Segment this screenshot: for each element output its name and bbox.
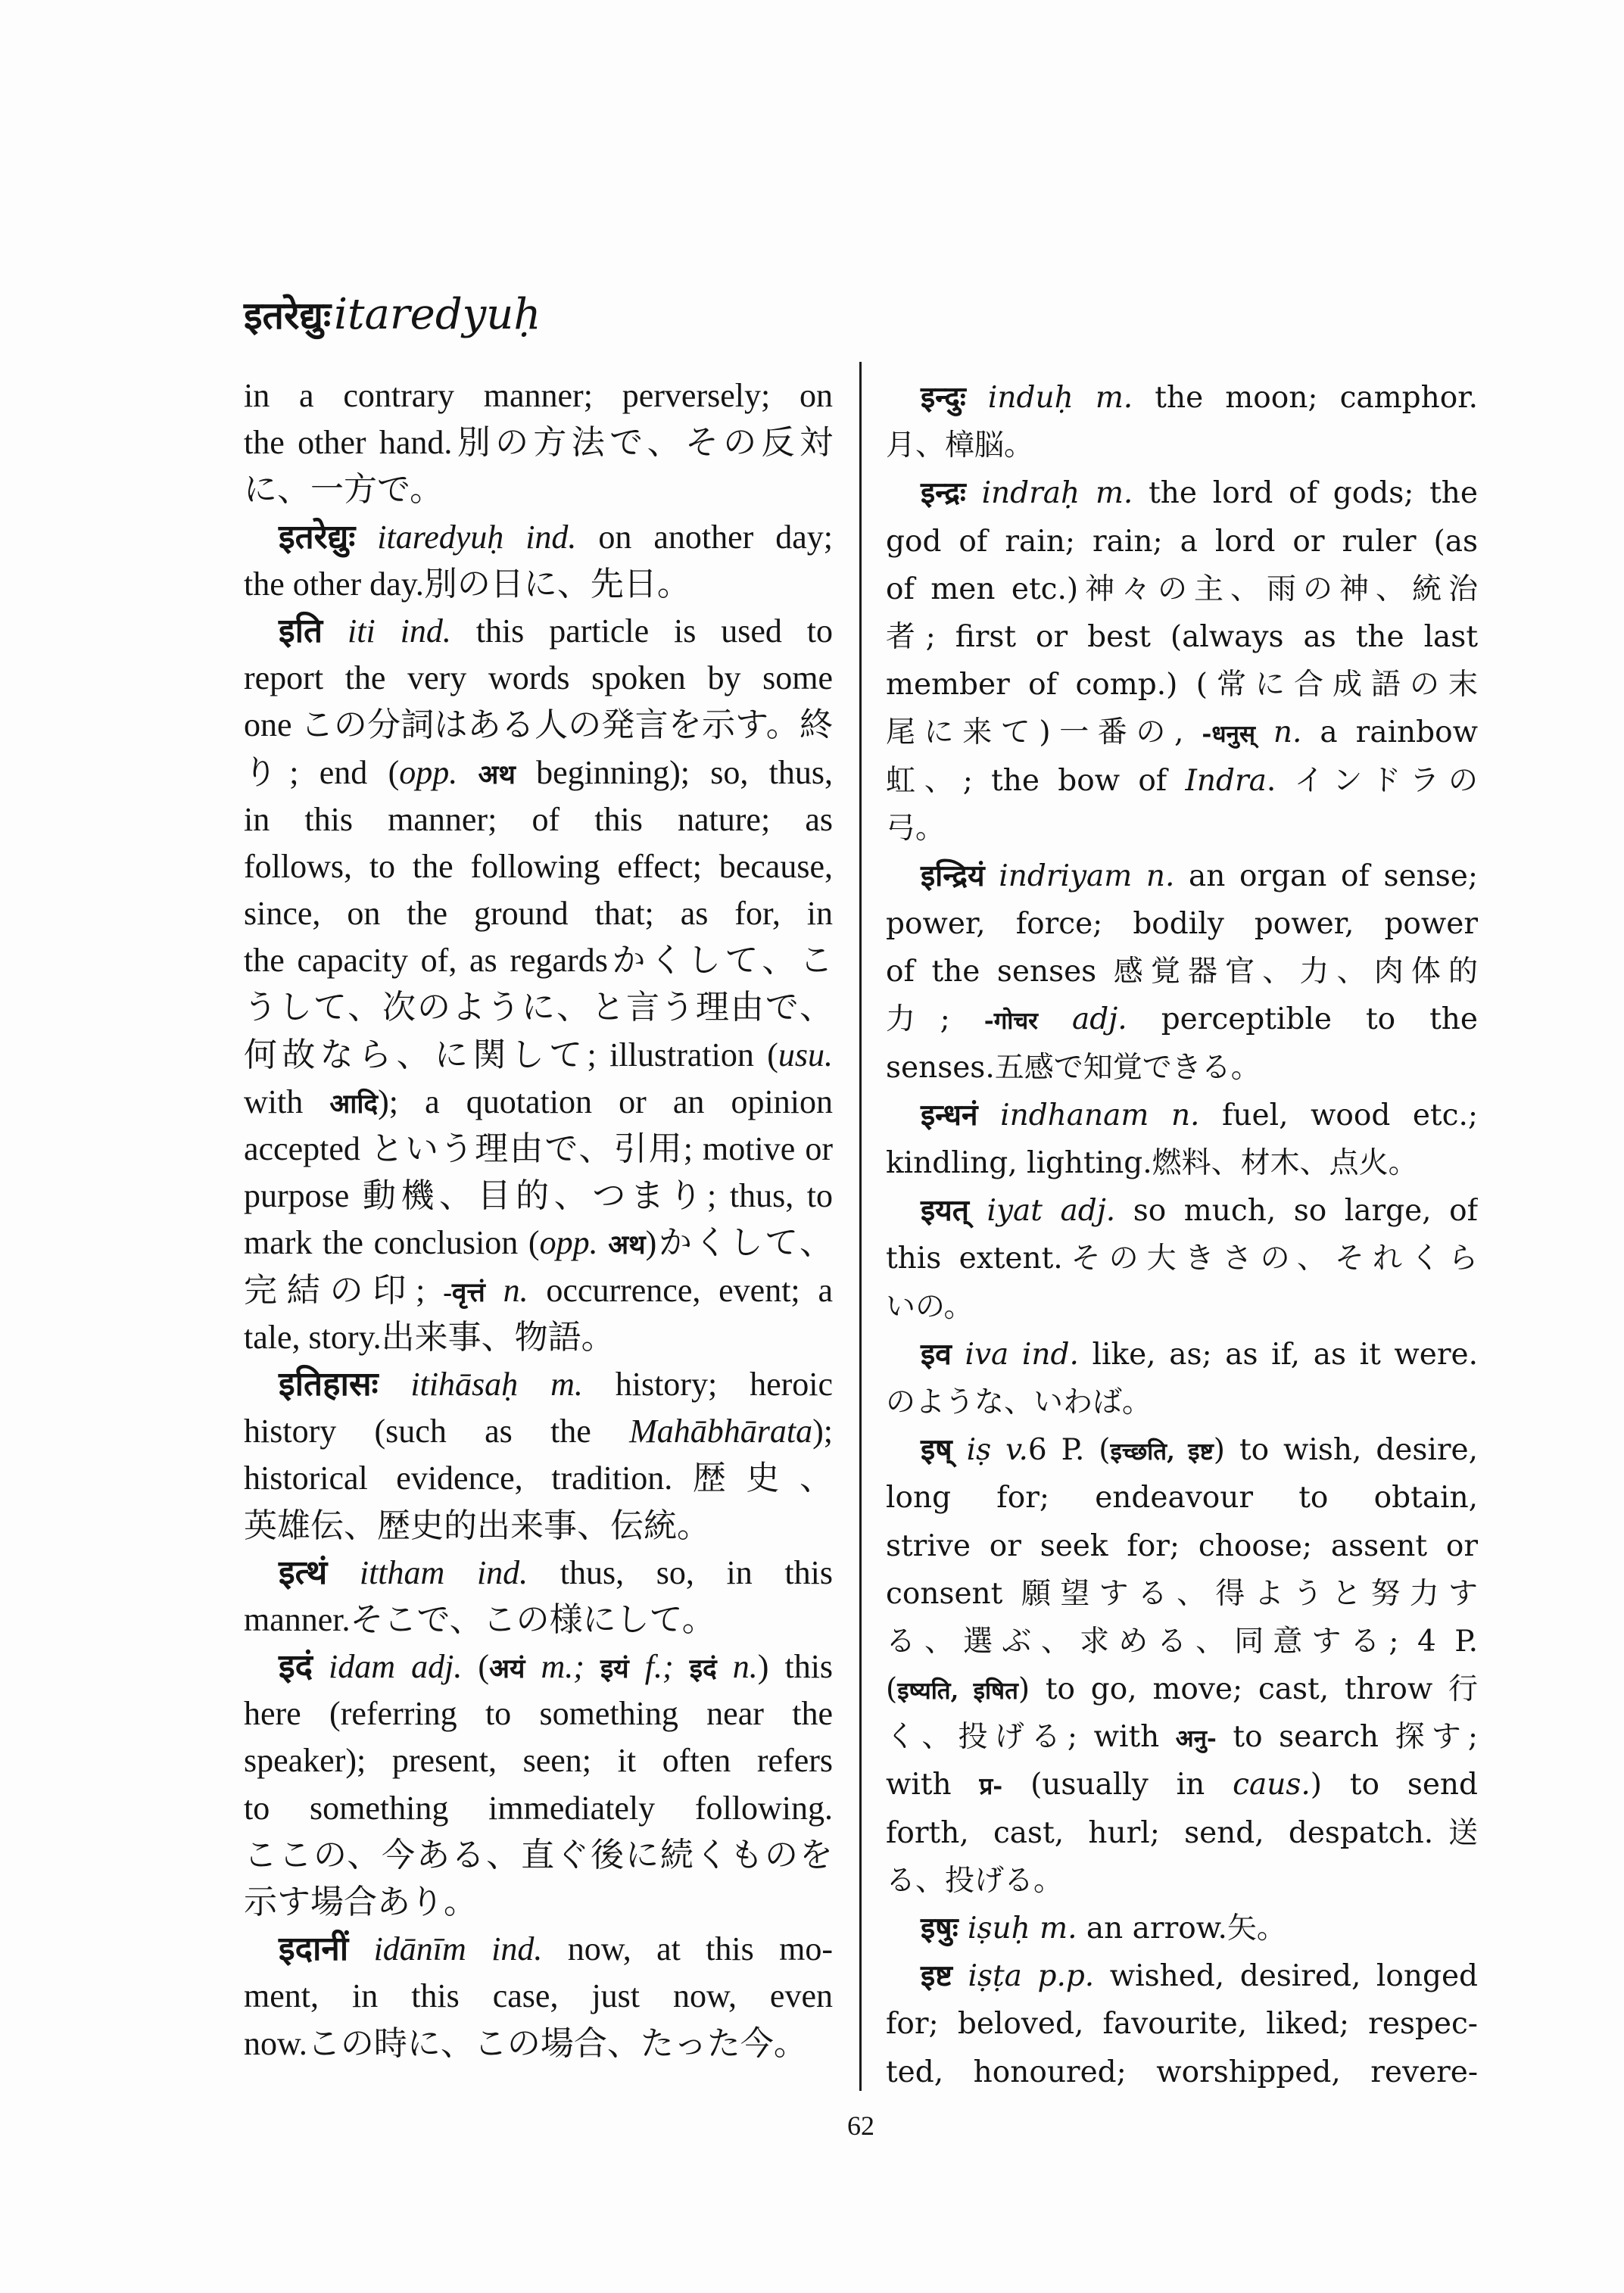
text-run bbox=[969, 1194, 987, 1228]
text-run: the other hand.別の方法で、その反対 bbox=[244, 424, 833, 462]
text-run: ( bbox=[462, 1648, 490, 1686]
text-run: the lord of gods; the bbox=[1133, 476, 1478, 511]
text-run: so much, so large, of bbox=[1115, 1194, 1478, 1229]
entry-line bbox=[886, 1665, 1478, 1713]
text-run: the capacity of, as regardsかくして、こ bbox=[244, 942, 833, 980]
text-run bbox=[978, 1098, 1001, 1132]
running-head-devanagari: इतरेद्युः bbox=[244, 294, 332, 337]
grammar-label: Mahābhārata bbox=[629, 1413, 813, 1450]
entry-line bbox=[244, 2020, 833, 2067]
text-run bbox=[1043, 1194, 1061, 1228]
column-divider bbox=[859, 362, 862, 2091]
entry-line bbox=[244, 890, 833, 937]
transliteration: idam bbox=[329, 1648, 396, 1686]
text-run: this particle is used to bbox=[450, 612, 833, 650]
entry-first-line bbox=[886, 469, 1478, 517]
text-run: 尾に来て)一番の, bbox=[886, 715, 1202, 750]
text-run bbox=[717, 1648, 733, 1685]
entry-first-line bbox=[244, 1643, 833, 1690]
text-run: like, as; as if, as it were. bbox=[1078, 1337, 1478, 1372]
entry-line bbox=[886, 757, 1478, 805]
devanagari-text: इदं bbox=[689, 1654, 717, 1684]
devanagari-text: अनु- bbox=[1175, 1725, 1217, 1753]
transliteration: idānīm bbox=[373, 1930, 466, 1968]
grammar-label: m. bbox=[550, 1365, 583, 1403]
text-run: ここの、今ある、直ぐ後に続くものを bbox=[244, 1836, 833, 1874]
entry-line bbox=[244, 1973, 833, 2020]
text-run: the other day.別の日に、先日。 bbox=[244, 565, 690, 603]
grammar-label: n. bbox=[1170, 1098, 1200, 1132]
entry-line bbox=[886, 1618, 1478, 1665]
text-run: のような、いわば。 bbox=[886, 1385, 1152, 1419]
text-run: ) this bbox=[757, 1648, 833, 1686]
entry-line bbox=[244, 1032, 833, 1079]
headword: इषुः bbox=[921, 1911, 959, 1946]
text-run: いの。 bbox=[886, 1289, 974, 1324]
entry-first-line bbox=[886, 1187, 1478, 1235]
devanagari-text: इयं bbox=[600, 1654, 629, 1684]
entry-first-line bbox=[886, 1092, 1478, 1139]
text-run bbox=[376, 612, 401, 650]
text-run: occurrence, event; a bbox=[528, 1271, 833, 1309]
text-run: since, on the ground that; as for, in bbox=[244, 895, 833, 933]
text-run bbox=[1030, 1911, 1040, 1946]
text-run bbox=[503, 519, 525, 556]
headword: इदं bbox=[279, 1648, 313, 1686]
text-run: る、選ぶ、求める、同意する; 4 P. bbox=[886, 1624, 1478, 1659]
entry-line bbox=[886, 709, 1478, 756]
text-run bbox=[952, 1433, 967, 1467]
text-run: with bbox=[886, 1768, 980, 1802]
grammar-label: ind. bbox=[476, 1553, 528, 1591]
text-run: ) to send bbox=[1310, 1768, 1478, 1802]
text-run: a rainbow bbox=[1301, 715, 1478, 750]
devanagari-text: इच्छति, इष्ट bbox=[1110, 1438, 1214, 1466]
entry-line bbox=[244, 843, 833, 890]
left-column bbox=[244, 372, 833, 2067]
text-run: kindling, lighting.燃料、材木、点火。 bbox=[886, 1146, 1418, 1180]
grammar-label: ind. bbox=[491, 1930, 543, 1968]
transliteration: induḥ bbox=[987, 381, 1074, 415]
grammar-label: ind. bbox=[1021, 1337, 1079, 1372]
entry-line bbox=[886, 1139, 1478, 1187]
text-run: ) to go, move; cast, throw 行 bbox=[1018, 1672, 1478, 1707]
text-run: 英雄伝、歴史的出来事、伝統。 bbox=[244, 1506, 710, 1544]
text-run bbox=[959, 1911, 968, 1946]
devanagari-text: प्र- bbox=[979, 1773, 1003, 1801]
text-run: follows, to the following effect; because, bbox=[244, 847, 833, 885]
text-run bbox=[313, 1648, 329, 1685]
headword: इन्द्रः bbox=[921, 475, 966, 511]
text-run: うして、次のように、と言う理由で、 bbox=[244, 989, 833, 1027]
entry-line bbox=[886, 2048, 1478, 2096]
entry-first-line bbox=[244, 514, 833, 561]
text-run: 力; bbox=[886, 1002, 984, 1037]
text-run bbox=[1008, 1338, 1022, 1372]
text-run: this extent.その大きさの、それくら bbox=[886, 1242, 1478, 1276]
transliteration: indhanam bbox=[1000, 1098, 1149, 1132]
text-run bbox=[348, 1930, 373, 1967]
entry-first-line bbox=[886, 1952, 1478, 2000]
text-run bbox=[525, 1648, 541, 1685]
text-run bbox=[966, 476, 982, 510]
text-run: mark the conclusion ( bbox=[244, 1224, 540, 1262]
transliteration: iṣ bbox=[966, 1433, 992, 1468]
entry-line bbox=[244, 1079, 833, 1126]
text-run: 6 P. ( bbox=[1027, 1433, 1111, 1468]
text-run bbox=[457, 754, 478, 791]
grammar-label: ind. bbox=[400, 612, 451, 650]
text-run: 示す場合あり。 bbox=[244, 1883, 477, 1921]
text-run bbox=[952, 1338, 965, 1372]
text-run: ); bbox=[812, 1413, 833, 1450]
text-run bbox=[1022, 1959, 1038, 1993]
entry-line bbox=[886, 518, 1478, 565]
entry-line bbox=[244, 372, 833, 419]
text-run: in a contrary manner; perversely; on bbox=[244, 377, 833, 414]
text-run bbox=[444, 1554, 477, 1591]
entry-line bbox=[244, 1126, 833, 1173]
headword: इतरेद्युः bbox=[279, 518, 356, 556]
transliteration: iti bbox=[348, 612, 376, 650]
grammar-label: n. bbox=[732, 1648, 758, 1686]
text-run: る、投げる。 bbox=[886, 1863, 1064, 1898]
text-run bbox=[327, 1554, 360, 1591]
text-run bbox=[323, 612, 348, 650]
entry-line bbox=[886, 948, 1478, 995]
headword: इति bbox=[279, 612, 323, 650]
text-run: an arrow.矢。 bbox=[1077, 1911, 1286, 1946]
entry-line bbox=[886, 1713, 1478, 1761]
entry-first-line bbox=[244, 1361, 833, 1408]
headword: इन्दुः bbox=[921, 380, 966, 415]
text-run: )かくして、 bbox=[645, 1224, 833, 1262]
text-run: に、一方で。 bbox=[244, 471, 444, 509]
text-run: 弓。 bbox=[886, 811, 946, 846]
entry-line bbox=[244, 1455, 833, 1502]
text-run: purpose 動機、目的、つまり; thus, to bbox=[244, 1177, 833, 1215]
entry-line bbox=[886, 1570, 1478, 1618]
text-run: speaker); present, seen; it often refers bbox=[244, 1742, 833, 1780]
text-run: beginning); so, thus, bbox=[515, 753, 833, 791]
entry-line bbox=[244, 796, 833, 843]
entry-line bbox=[244, 1737, 833, 1784]
text-run: ); a quotation or an opinion bbox=[378, 1083, 833, 1120]
right-column bbox=[886, 374, 1478, 2096]
entry-first-line bbox=[244, 1926, 833, 1973]
entry-line bbox=[244, 749, 833, 796]
transliteration: ittham bbox=[359, 1553, 445, 1591]
text-run: 何故なら、に関して; illustration ( bbox=[244, 1036, 778, 1073]
text-run: (usually in bbox=[1002, 1768, 1233, 1802]
grammar-label: adj. bbox=[1071, 1002, 1127, 1037]
running-head-transliteration: itaredyuḥ bbox=[334, 290, 541, 339]
text-run: ) to wish, desire, bbox=[1213, 1433, 1478, 1468]
text-run: ted, honoured; worshipped, revere- bbox=[886, 2055, 1478, 2089]
text-run: of the senses 感覚器官、力、肉体的 bbox=[886, 955, 1478, 989]
text-run: with bbox=[244, 1083, 330, 1120]
entry-line bbox=[886, 1235, 1478, 1282]
headword: इन्धनं bbox=[921, 1097, 978, 1132]
entry-line bbox=[886, 805, 1478, 852]
text-run: on another day; bbox=[576, 518, 833, 556]
text-run bbox=[485, 1272, 503, 1309]
entry-line bbox=[244, 466, 833, 513]
grammar-label: n. bbox=[1273, 715, 1302, 750]
transliteration: iyat bbox=[987, 1194, 1043, 1229]
entry-line bbox=[244, 984, 833, 1031]
entry-line bbox=[244, 702, 833, 749]
grammar-label: m.; bbox=[541, 1648, 584, 1686]
page-number: 62 bbox=[847, 2111, 874, 2141]
grammar-label: opp. bbox=[399, 753, 458, 791]
text-run: history (such as the bbox=[244, 1413, 630, 1450]
entry-first-line bbox=[244, 1550, 833, 1597]
transliteration: iva bbox=[965, 1337, 1009, 1372]
text-run bbox=[1080, 476, 1096, 510]
entry-first-line bbox=[244, 608, 833, 655]
headword: इन्द्रियं bbox=[921, 858, 985, 893]
text-run: fuel, wood etc.; bbox=[1199, 1098, 1478, 1132]
grammar-label: ind. bbox=[525, 518, 577, 556]
devanagari-text: इष्यति, इषित bbox=[897, 1678, 1018, 1706]
text-run: long for; endeavour to obtain, bbox=[886, 1481, 1478, 1516]
entry-first-line bbox=[886, 1331, 1478, 1379]
text-run bbox=[985, 859, 999, 893]
entry-line bbox=[244, 1314, 833, 1361]
grammar-label: adj. bbox=[1060, 1194, 1116, 1229]
text-run: historical evidence, tradition.歴史、 bbox=[244, 1460, 833, 1497]
text-run: thus, so, in this bbox=[528, 1553, 833, 1591]
grammar-label: p.p. bbox=[1037, 1959, 1095, 1994]
transliteration: itihāsaḥ bbox=[410, 1365, 519, 1403]
entry-line bbox=[244, 1408, 833, 1455]
entry-line bbox=[886, 1857, 1478, 1905]
entry-line bbox=[886, 1474, 1478, 1522]
headword: इव bbox=[921, 1336, 952, 1372]
grammar-label: n. bbox=[503, 1271, 528, 1309]
text-run bbox=[598, 1224, 609, 1261]
transliteration: iṣṭa bbox=[968, 1959, 1022, 1994]
grammar-label: usu. bbox=[778, 1036, 833, 1073]
headword: इष् bbox=[921, 1432, 952, 1468]
headword: इत्थं bbox=[279, 1553, 328, 1591]
entry-line bbox=[886, 1522, 1478, 1570]
text-run: power, force; bodily power, power bbox=[886, 907, 1478, 942]
text-run: member of comp.) (常に合成語の末 bbox=[886, 668, 1478, 703]
text-run: 完結の印; bbox=[244, 1271, 444, 1309]
entry-line bbox=[886, 613, 1478, 661]
text-run bbox=[378, 1366, 410, 1403]
text-run bbox=[466, 1930, 491, 1967]
entry-line bbox=[244, 1220, 833, 1266]
text-run: く、投げる; with bbox=[886, 1720, 1176, 1755]
headword: इदानीं bbox=[279, 1930, 349, 1968]
text-run: accepted という理由で、引用; motive or bbox=[244, 1130, 833, 1167]
text-run: 虹、; the bow of bbox=[886, 763, 1186, 798]
text-run: here (referring to something near the bbox=[244, 1695, 833, 1733]
text-run bbox=[674, 1648, 690, 1685]
text-run bbox=[952, 1959, 968, 1993]
entry-line bbox=[886, 1379, 1478, 1426]
grammar-label: m. bbox=[1095, 381, 1133, 415]
text-run: to search 探す; bbox=[1216, 1720, 1478, 1755]
text-run bbox=[355, 519, 377, 556]
text-run bbox=[991, 1433, 1005, 1467]
text-run: ( bbox=[886, 1672, 898, 1707]
entry-line bbox=[886, 1044, 1478, 1092]
entry-first-line bbox=[886, 852, 1478, 900]
devanagari-text: अयं bbox=[489, 1654, 525, 1684]
text-run: senses.五感で知覚できる。 bbox=[886, 1050, 1261, 1085]
text-run: wished, desired, longed bbox=[1094, 1959, 1478, 1994]
entry-line bbox=[244, 655, 833, 702]
entry-line bbox=[244, 1690, 833, 1737]
text-run: for; beloved, favourite, liked; respec- bbox=[886, 2007, 1478, 2042]
grammar-label: caus. bbox=[1233, 1768, 1311, 1802]
entry-line bbox=[886, 1761, 1478, 1809]
transliteration: indraḥ bbox=[981, 476, 1080, 511]
text-run bbox=[1074, 381, 1096, 415]
text-run bbox=[395, 1648, 411, 1685]
grammar-label: adj. bbox=[411, 1648, 463, 1686]
text-run: forth, cast, hurl; send, despatch.送 bbox=[886, 1815, 1478, 1850]
text-run: 者; first or best (always as the last bbox=[886, 619, 1478, 654]
entry-line bbox=[244, 1597, 833, 1643]
text-run: strive or seek for; choose; assent or bbox=[886, 1528, 1478, 1563]
text-run bbox=[584, 1648, 600, 1685]
entry-line bbox=[244, 1173, 833, 1220]
transliteration: indriyam bbox=[999, 858, 1133, 893]
entry-line bbox=[886, 2000, 1478, 2048]
devanagari-text: अथ bbox=[608, 1230, 646, 1260]
entry-line bbox=[886, 1809, 1478, 1857]
text-run bbox=[1149, 1098, 1171, 1132]
entry-line bbox=[886, 565, 1478, 613]
devanagari-text: अथ bbox=[478, 759, 516, 790]
entry-first-line bbox=[886, 1905, 1478, 1952]
text-run: the moon; camphor. bbox=[1133, 381, 1478, 415]
text-run: り; end ( bbox=[244, 753, 400, 791]
grammar-label: v. bbox=[1005, 1433, 1028, 1468]
entry-line bbox=[244, 1785, 833, 1832]
grammar-label: opp. bbox=[539, 1224, 598, 1262]
entry-line bbox=[244, 937, 833, 984]
entry-line bbox=[244, 1832, 833, 1879]
entry-line bbox=[244, 1503, 833, 1550]
devanagari-text: -गोचर bbox=[983, 1008, 1038, 1036]
text-run bbox=[518, 1366, 550, 1403]
text-run: report the very words spoken by some bbox=[244, 659, 833, 697]
grammar-label: n. bbox=[1146, 858, 1175, 893]
devanagari-text: -धनुस् bbox=[1202, 721, 1255, 749]
text-run: ment, in this case, just now, even bbox=[244, 1977, 833, 2015]
text-run: one この分詞はある人の発言を示す。終 bbox=[244, 706, 833, 744]
headword: इतिहासः bbox=[279, 1365, 379, 1403]
text-run: . インドラの bbox=[1266, 763, 1478, 798]
text-run: tale, story.出来事、物語。 bbox=[244, 1318, 615, 1356]
entry-line bbox=[886, 1283, 1478, 1331]
text-run bbox=[1132, 859, 1146, 893]
grammar-label: Indra bbox=[1185, 763, 1267, 798]
grammar-label: m. bbox=[1095, 476, 1133, 511]
text-run bbox=[966, 381, 988, 415]
text-run: manner.そこで、この様にして。 bbox=[244, 1600, 715, 1638]
text-run: perceptible to the bbox=[1127, 1002, 1478, 1037]
entry-line bbox=[886, 995, 1478, 1043]
text-run bbox=[1038, 1002, 1072, 1036]
text-run: an organ of sense; bbox=[1174, 858, 1478, 893]
entry-first-line bbox=[886, 374, 1478, 422]
entry-line bbox=[886, 422, 1478, 469]
devanagari-text: आदि bbox=[329, 1089, 379, 1119]
entry-first-line bbox=[886, 1426, 1478, 1474]
devanagari-text: -वृत्तं bbox=[443, 1277, 485, 1307]
transliteration: iṣuḥ bbox=[967, 1911, 1030, 1946]
text-run: now, at this mo- bbox=[542, 1930, 833, 1968]
text-run: 月、樟脳。 bbox=[886, 428, 1034, 463]
text-run: of men etc.)神々の主、雨の神、統治 bbox=[886, 572, 1478, 606]
text-run: history; heroic bbox=[582, 1365, 833, 1403]
text-run: in this manner; of this nature; as bbox=[244, 800, 833, 838]
running-head bbox=[244, 288, 541, 342]
headword: इष्ट bbox=[921, 1958, 952, 1994]
entry-line bbox=[244, 1879, 833, 1926]
text-run: god of rain; rain; a lord or ruler (as bbox=[886, 524, 1478, 559]
entry-line bbox=[244, 561, 833, 608]
transliteration: itaredyuḥ bbox=[377, 518, 504, 556]
grammar-label: f.; bbox=[644, 1648, 674, 1686]
entry-line bbox=[886, 900, 1478, 948]
entry-line bbox=[886, 661, 1478, 709]
text-run bbox=[629, 1648, 645, 1685]
entry-line bbox=[244, 419, 833, 466]
headword: इयत् bbox=[921, 1193, 969, 1229]
entry-line bbox=[244, 1267, 833, 1314]
text-run bbox=[1255, 715, 1273, 749]
text-run: consent 願望する、得ようと努力す bbox=[886, 1576, 1478, 1611]
text-run: now.この時に、この場合、たった今。 bbox=[244, 2024, 807, 2062]
grammar-label: m. bbox=[1040, 1911, 1077, 1946]
text-run: to something immediately following. bbox=[244, 1789, 833, 1827]
